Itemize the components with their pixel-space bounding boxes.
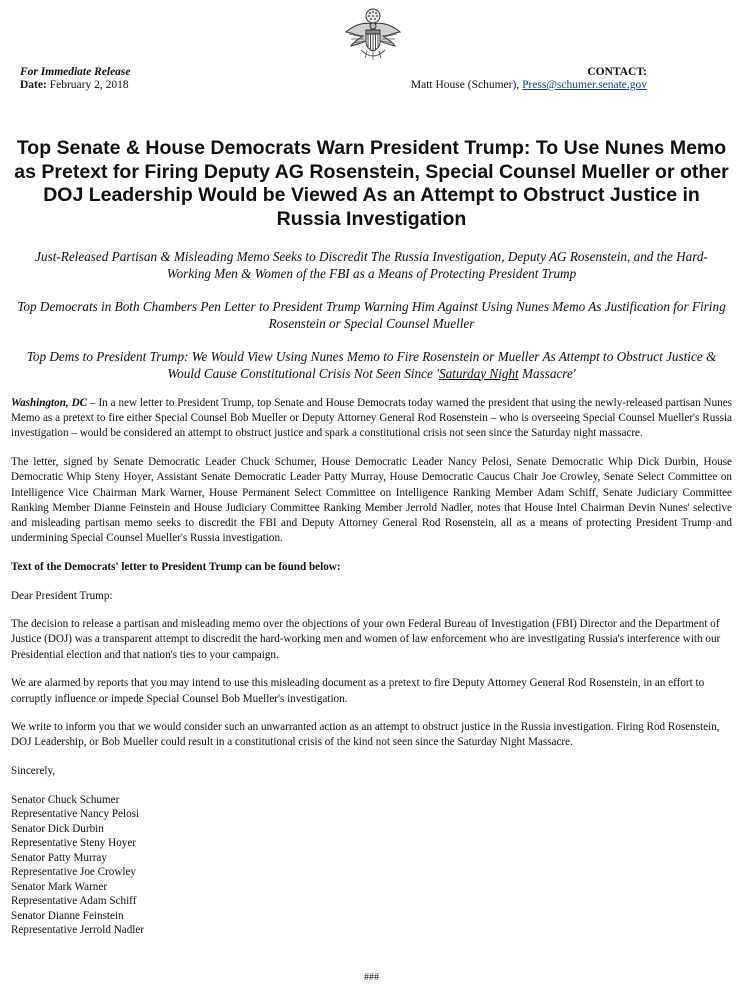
contact-email-link[interactable]: Press@schumer.senate.gov <box>522 79 647 91</box>
letter-paragraph-3: We write to inform you that we would consider such an unwarranted action as an attempt to obstruct justice in the Russia investigation. Firing Rod Rosenstein, DOJ Leadership, or Bob Mueller could result in a constitutional crisis of the kind not seen since the Saturday Night Massacre. <box>11 721 720 749</box>
signatory: Representative Joe Crowley <box>11 866 136 879</box>
signatory: Representative Steny Hoyer <box>11 837 136 850</box>
press-release-headline: Top Senate & House Democrats Warn President Trump: To Use Nunes Memo as Pretext for Firing Deputy AG Rosenstein, Special Counsel Mueller or other DOJ Leadership Would be Viewed As an Attempt to Obstruct Justice in Russia Investigation <box>14 137 729 230</box>
date-label: Date: <box>20 79 47 91</box>
release-info <box>20 66 131 92</box>
signatory: Representative Jerrold Nadler <box>11 924 145 937</box>
letter-closing: Sincerely, <box>11 765 56 778</box>
letter-salutation: Dear President Trump: <box>11 589 113 602</box>
body-paragraph-1 <box>11 396 732 442</box>
release-label: For Immediate Release <box>20 66 131 78</box>
signatory: Senator Mark Warner <box>11 880 108 893</box>
dateline: Washington, DC <box>11 397 88 409</box>
subheadline-3-underlined: Saturday Night <box>438 365 519 381</box>
subheadline-3-part-a: Top Dems to President Trump: We Would View Using Nunes Memo to Fire Rosenstein or Mueller As Attempt to Obstruct Justice & Would Cause Constitutional Crisis Not Seen Since ' <box>26 349 717 381</box>
body-paragraph-2: The letter, signed by Senate Democratic Leader Chuck Schumer, House Democratic Leader Nancy Pelosi, Senate Democratic Whip Dick Durbin, House Democratic Whip Steny Hoyer, Assistant Senate Democratic Leader Patty Murray, House Democratic Caucus Chair Joe Crowley, Senate Select Committee on Intelligence Vice Chairman Mark Warner, House Permanent Select Committee on Intelligence Ranking Member Adam Schiff, Senate Judiciary Committee Ranking Member Dianne Feinstein and House Judiciary Committee Ranking Member Jerrold Nadler, notes that House Intel Chairman Devin Nunes' selective and misleading partisan memo seeks to discredit the FBI and Deputy Attorney General Rod Rosenstein, all as a means of protecting President Trump and undermining Special Counsel Mueller's Russia investigation. <box>11 456 732 545</box>
press-release-body <box>11 396 732 938</box>
signatory: Senator Patty Murray <box>11 851 107 864</box>
signatory: Senator Dick Durbin <box>11 822 104 835</box>
body-paragraph-1-text: – In a new letter to President Trump, top Senate and House Democrats today warned the president that using the newly-released partisan Nunes Memo as a pretext to fire either Special Counsel Bob Mueller or Deputy Attorney General Rod Rosenstein – who is overseeing Special Counsel Mueller's Russia investigation – would be considered an attempt to obstruct justice and spark a constitutional crisis not seen since the Saturday night massacre. <box>11 397 733 440</box>
signatory: Representative Nancy Pelosi <box>11 808 140 821</box>
letter-paragraph-2: We are alarmed by reports that you may intend to use this misleading document as a pretext to fire Deputy Attorney General Rod Rosenstein, in an effort to corruptly influence or impede Special Counsel Bob Mueller's investigation. <box>11 677 705 705</box>
signatory: Representative Adam Schiff <box>11 895 137 908</box>
contact-name: Matt House (Schumer), <box>410 79 523 91</box>
subheadline-2: Top Democrats in Both Chambers Pen Letter to President Trump Warning Him Against Using Nunes Memo As Justification for Firing Rosenstein or Special Counsel Mueller <box>17 299 726 331</box>
date-value: February 2, 2018 <box>49 79 129 91</box>
signatory: Senator Chuck Schumer <box>11 793 120 806</box>
contact-info <box>411 66 647 92</box>
signatory: Senator Dianne Feinstein <box>11 909 124 922</box>
release-date <box>20 79 131 92</box>
letter-paragraph-1: The decision to release a partisan and misleading memo over the objections of your own Federal Bureau of Investigation (FBI) Director and the Department of Justice (DOJ) was a transparent attempt to discredit the hard-working men and women of law enforcement who are investigating Russia's interference with our Presidential election and that nation's ties to your campaign. <box>11 618 721 661</box>
subheadline-3-part-c: Massacre' <box>518 365 576 381</box>
subheadline-3 <box>14 349 729 382</box>
subheadline-1: Just-Released Partisan & Misleading Memo Seeks to Discredit The Russia Investigation, Deputy AG Rosenstein, and the Hard-Working Men & Women of the FBI as a Means of Protecting President Trump <box>35 249 708 281</box>
contact-line <box>411 79 647 92</box>
signatory-list <box>11 793 732 938</box>
end-mark: ### <box>364 972 379 983</box>
contact-label: CONTACT: <box>587 66 647 78</box>
letter-intro: Text of the Democrats' letter to President Trump can be found below: <box>11 560 341 573</box>
great-seal-logo <box>343 6 403 62</box>
